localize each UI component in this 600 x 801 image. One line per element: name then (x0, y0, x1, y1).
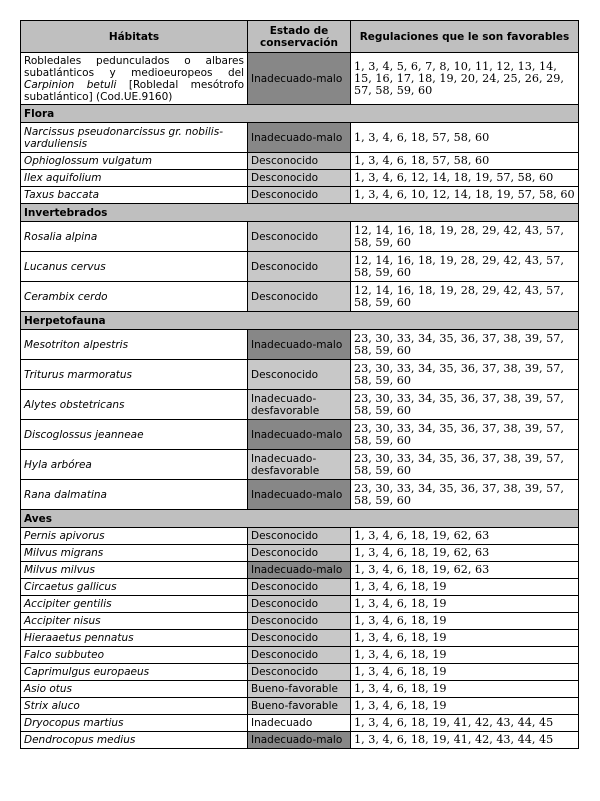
section-invertebrados: Invertebrados (21, 204, 579, 222)
species-name: Narcissus pseudonarcissus gr. nobilis-varduliensis (21, 123, 248, 153)
table-row (21, 187, 579, 204)
table-row (21, 528, 579, 545)
species-name: Asio otus (21, 681, 248, 698)
species-name: Ophioglossum vulgatum (21, 153, 248, 170)
estado-cell: Desconocido (248, 528, 351, 545)
table-row (21, 282, 579, 312)
table-row (21, 480, 579, 510)
regulaciones-cell: 1, 3, 4, 6, 18, 19 (351, 596, 579, 613)
regulaciones-cell: 1, 3, 4, 6, 18, 19 (351, 647, 579, 664)
table-row (21, 450, 579, 480)
estado-cell: Desconocido (248, 647, 351, 664)
estado-cell: Desconocido (248, 222, 351, 252)
section-herpetofauna: Herpetofauna (21, 312, 579, 330)
conservation-table (20, 20, 579, 749)
species-name: Dendrocopus medius (21, 732, 248, 749)
regulaciones-cell: 23, 30, 33, 34, 35, 36, 37, 38, 39, 57, 58, 59, 60 (351, 450, 579, 480)
species-name: Triturus marmoratus (21, 360, 248, 390)
estado-cell: Desconocido (248, 360, 351, 390)
regulaciones-cell: 1, 3, 4, 6, 18, 19 (351, 681, 579, 698)
habitat-name: Robledales pedunculados o albares subatlánticos y medioeuropeos del Carpinion betuli [Robledal mesótrofo subatlántico] (Cod.UE.9160) (21, 53, 248, 105)
regulaciones-cell: 23, 30, 33, 34, 35, 36, 37, 38, 39, 57, 58, 59, 60 (351, 360, 579, 390)
species-name: Hieraaetus pennatus (21, 630, 248, 647)
habitat-row (21, 53, 579, 105)
species-name: Dryocopus martius (21, 715, 248, 732)
species-name: Accipiter nisus (21, 613, 248, 630)
table-row (21, 252, 579, 282)
estado-cell: Inadecuado-desfavorable (248, 450, 351, 480)
estado-cell: Bueno-favorable (248, 681, 351, 698)
table-row (21, 698, 579, 715)
estado-cell: Inadecuado-malo (248, 562, 351, 579)
species-name: Falco subbuteo (21, 647, 248, 664)
species-name: Discoglossus jeanneae (21, 420, 248, 450)
table-row (21, 715, 579, 732)
species-name: Accipiter gentilis (21, 596, 248, 613)
estado-cell: Desconocido (248, 170, 351, 187)
species-name: Strix aluco (21, 698, 248, 715)
table-row (21, 630, 579, 647)
estado-cell: Inadecuado-malo (248, 480, 351, 510)
regulaciones-cell: 1, 3, 4, 6, 18, 19, 41, 42, 43, 44, 45 (351, 715, 579, 732)
estado-cell: Desconocido (248, 187, 351, 204)
habitat-regulaciones: 1, 3, 4, 5, 6, 7, 8, 10, 11, 12, 13, 14, 15, 16, 17, 18, 19, 20, 24, 25, 26, 29, 57, 58, 59, 60 (351, 53, 579, 105)
regulaciones-cell: 1, 3, 4, 6, 18, 57, 58, 60 (351, 153, 579, 170)
species-name: Rana dalmatina (21, 480, 248, 510)
table-row (21, 545, 579, 562)
estado-cell: Inadecuado-malo (248, 123, 351, 153)
estado-cell: Desconocido (248, 579, 351, 596)
regulaciones-cell: 1, 3, 4, 6, 10, 12, 14, 18, 19, 57, 58, 60 (351, 187, 579, 204)
species-name: Lucanus cervus (21, 252, 248, 282)
table-row (21, 330, 579, 360)
species-name: Alytes obstetricans (21, 390, 248, 420)
table-row (21, 596, 579, 613)
estado-cell: Desconocido (248, 153, 351, 170)
estado-cell: Desconocido (248, 664, 351, 681)
estado-cell: Bueno-favorable (248, 698, 351, 715)
table-row (21, 681, 579, 698)
regulaciones-cell: 12, 14, 16, 18, 19, 28, 29, 42, 43, 57, 58, 59, 60 (351, 282, 579, 312)
estado-cell: Desconocido (248, 282, 351, 312)
regulaciones-cell: 1, 3, 4, 6, 18, 19 (351, 630, 579, 647)
species-name: Rosalia alpina (21, 222, 248, 252)
section-aves: Aves (21, 510, 579, 528)
table-row (21, 390, 579, 420)
table-row (21, 153, 579, 170)
regulaciones-cell: 23, 30, 33, 34, 35, 36, 37, 38, 39, 57, 58, 59, 60 (351, 390, 579, 420)
table-row (21, 123, 579, 153)
section-flora: Flora (21, 105, 579, 123)
regulaciones-cell: 1, 3, 4, 6, 18, 19 (351, 613, 579, 630)
table-row (21, 170, 579, 187)
regulaciones-cell: 1, 3, 4, 6, 12, 14, 18, 19, 57, 58, 60 (351, 170, 579, 187)
estado-cell: Inadecuado-malo (248, 732, 351, 749)
table-row (21, 647, 579, 664)
table-row (21, 732, 579, 749)
estado-cell: Inadecuado (248, 715, 351, 732)
species-name: Ilex aquifolium (21, 170, 248, 187)
regulaciones-cell: 1, 3, 4, 6, 18, 19, 62, 63 (351, 528, 579, 545)
species-name: Pernis apivorus (21, 528, 248, 545)
table-row (21, 613, 579, 630)
regulaciones-cell: 1, 3, 4, 6, 18, 19, 62, 63 (351, 545, 579, 562)
estado-cell: Inadecuado-malo (248, 420, 351, 450)
estado-cell: Desconocido (248, 252, 351, 282)
regulaciones-cell: 1, 3, 4, 6, 18, 19, 62, 63 (351, 562, 579, 579)
table-row (21, 664, 579, 681)
species-name: Cerambix cerdo (21, 282, 248, 312)
table-row (21, 562, 579, 579)
regulaciones-cell: 1, 3, 4, 6, 18, 19 (351, 698, 579, 715)
regulaciones-cell: 12, 14, 16, 18, 19, 28, 29, 42, 43, 57, 58, 59, 60 (351, 252, 579, 282)
estado-cell: Desconocido (248, 630, 351, 647)
habitat-estado: Inadecuado-malo (248, 53, 351, 105)
estado-cell: Desconocido (248, 596, 351, 613)
regulaciones-cell: 1, 3, 4, 6, 18, 57, 58, 60 (351, 123, 579, 153)
species-name: Milvus migrans (21, 545, 248, 562)
species-name: Mesotriton alpestris (21, 330, 248, 360)
header-estado: Estado de conservación (248, 21, 351, 53)
regulaciones-cell: 12, 14, 16, 18, 19, 28, 29, 42, 43, 57, 58, 59, 60 (351, 222, 579, 252)
estado-cell: Inadecuado-desfavorable (248, 390, 351, 420)
species-name: Milvus milvus (21, 562, 248, 579)
regulaciones-cell: 23, 30, 33, 34, 35, 36, 37, 38, 39, 57, 58, 59, 60 (351, 420, 579, 450)
table-row (21, 579, 579, 596)
estado-cell: Inadecuado-malo (248, 330, 351, 360)
table-row (21, 222, 579, 252)
species-name: Circaetus gallicus (21, 579, 248, 596)
species-name: Hyla arbórea (21, 450, 248, 480)
regulaciones-cell: 1, 3, 4, 6, 18, 19 (351, 579, 579, 596)
header-regulaciones: Regulaciones que le son favorables (351, 21, 579, 53)
species-name: Caprimulgus europaeus (21, 664, 248, 681)
regulaciones-cell: 23, 30, 33, 34, 35, 36, 37, 38, 39, 57, 58, 59, 60 (351, 480, 579, 510)
table-row (21, 420, 579, 450)
estado-cell: Desconocido (248, 613, 351, 630)
regulaciones-cell: 1, 3, 4, 6, 18, 19 (351, 664, 579, 681)
table-row (21, 360, 579, 390)
header-habitats: Hábitats (21, 21, 248, 53)
species-name: Taxus baccata (21, 187, 248, 204)
regulaciones-cell: 1, 3, 4, 6, 18, 19, 41, 42, 43, 44, 45 (351, 732, 579, 749)
estado-cell: Desconocido (248, 545, 351, 562)
regulaciones-cell: 23, 30, 33, 34, 35, 36, 37, 38, 39, 57, 58, 59, 60 (351, 330, 579, 360)
